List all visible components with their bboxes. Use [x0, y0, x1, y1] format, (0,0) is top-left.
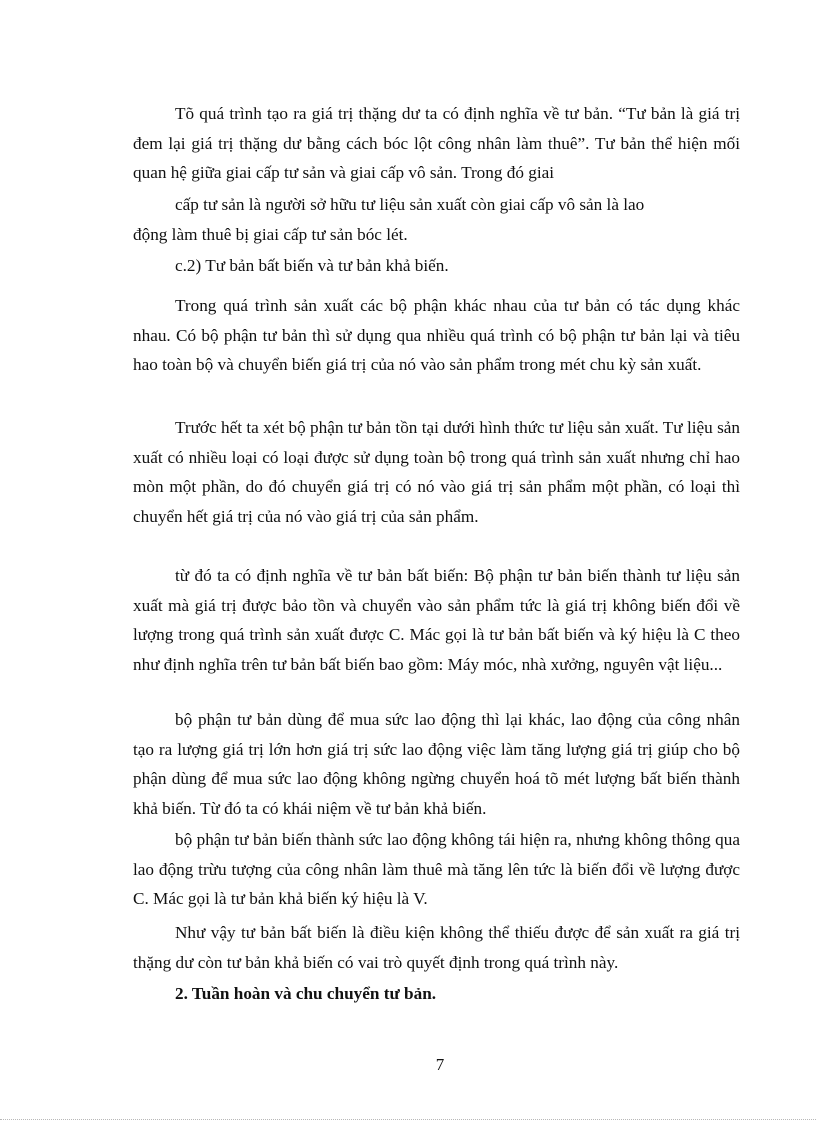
paragraph-labor-power: bộ phận tư bản dùng để mua sức lao động thì lại khác, lao động của công nhân tạo ra lượng giá trị lớn hơn giá trị sức lao động việc làm tăng lượng giá trị giúp cho bộ phận dùng để mua sức lao động không ngừng chuyển hoá tõ mét lượng bất biến thành khả biến. Từ đó ta có khái niệm về tư bản khả biến. — [133, 710, 740, 818]
subheading-constant-variable-capital: c.2) Tư bản bất biến và tư bản khả biến. — [175, 256, 449, 275]
paragraph-conclusion: Như vậy tư bản bất biến là điều kiện không thể thiếu được để sản xuất ra giá trị thặng dư còn tư bản khả biến có vai trò quyết định trong quá trình này. — [133, 923, 740, 972]
paragraph-variable-capital: bộ phận tư bản biến thành sức lao động không tái hiện ra, nhưng không thông qua lao động trừu tượng của công nhân làm thuê mà tăng lên tức là biến đổi về lượng được C. Mác gọi là tư bản khả biến ký hiệu là V. — [133, 830, 740, 908]
page-number: 7 — [435, 1055, 445, 1074]
paragraph-production-process: Trong quá trình sản xuất các bộ phận khác nhau của tư bản có tác dụng khác nhau. Có bộ phận tư bản thì sử dụng qua nhiều quá trình có bộ phận tư bản lại và tiêu hao toàn bộ và chuyển biến giá trị của nó vào sản phẩm trong mét chu kỳ sản xuất. — [133, 296, 740, 374]
paragraph-continuation-line: cấp tư sản là người sở hữu tư liệu sản xuất còn giai cấp vô sản là lao — [175, 195, 645, 214]
paragraph-constant-capital: từ đó ta có định nghĩa về tư bản bất biến: Bộ phận tư bản biến thành tư liệu sản xuất mà giá trị được bảo tồn và chuyển vào sản phẩm tức là giá trị không biến đổi về lượng trong quá trình sản xuất được C. Mác gọi là tư bản bất biến và ký hiệu là C theo như định nghĩa trên tư bản bất biến bao gồm: Máy móc, nhà xưởng, nguyên vật liệu... — [133, 566, 740, 674]
paragraph-means-of-production: Trước hết ta xét bộ phận tư bản tồn tại dưới hình thức tư liệu sản xuất. Tư liệu sản xuất có nhiều loại có loại được sử dụng toàn bộ trong quá trình sản xuất nhưng chỉ hao mòn một phần, do đó chuyển giá trị có nó vào giá trị sản phẩm một phần, có loại thì chuyển hết giá trị của nó vào giá trị của sản phẩm. — [133, 418, 740, 526]
paragraph-capital-definition: Tõ quá trình tạo ra giá trị thặng dư ta có định nghĩa về tư bản. “Tư bản là giá trị đem lại giá trị thặng dư bằng cách bóc lột công nhân làm thuê”. Tư bản thể hiện mối quan hệ giữa giai cấp tư sản và giai cấp vô sản. Trong đó giai — [133, 104, 740, 182]
page-bottom-divider — [0, 1119, 816, 1120]
section-heading: 2. Tuần hoàn và chu chuyển tư bản. — [175, 984, 437, 1003]
paragraph-continuation-end: động làm thuê bị giai cấp tư sản bóc lét. — [133, 225, 408, 244]
